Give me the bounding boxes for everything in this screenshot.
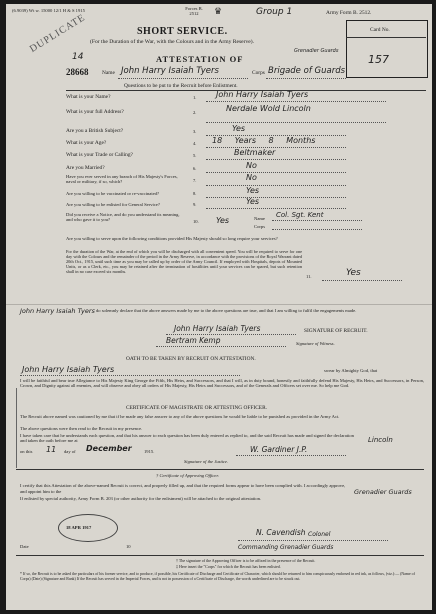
form-number: Forces B. 2512 (185, 6, 203, 16)
witness-signature-label: Signature of Witness. (296, 341, 335, 346)
regimental-number: 28668 (66, 67, 89, 77)
question-label: Have you ever served in any branch of His Majesty's Forces, naval or military, if so, which? (66, 174, 178, 185)
card-number: 157 (368, 53, 389, 66)
attestation-year: 1915. (144, 449, 155, 454)
answer-married: No (246, 161, 257, 170)
fold-line (6, 304, 432, 305)
certificate-understanding: I have taken care that he understands each question, and that his answer to each question has been duly entered as replied to, and the said Recruit has made and signed the declaration and taken the oath before me at (20, 433, 354, 444)
name-label: Name (102, 70, 115, 76)
question-number: 7. (193, 178, 197, 183)
question-label: What is your Name? (66, 94, 111, 100)
answer-name: John Harry Isaiah Tyers (216, 90, 309, 99)
date-value: 10 (126, 544, 131, 549)
crest-icon: ♛ (214, 6, 223, 16)
grenadier-note: Grenadier Guards (294, 48, 339, 54)
answer-age: 18 Years 8 Months (212, 136, 316, 145)
footnote-former-service: * If so, the Recruit is to be asked the particulars of his former service, and to produce, if possible, his Certificate of Discharge and Certificate of Character, which should be returned to him conspicuously endorsed in red ink, as follows, (viz.):— (Name of Corps) (Date) (Signature and Rank) If the Recruit has served in the Imperial Forces, and is not in possession of a Certificate of Discharge, the words underlined are to be struck out. (20, 572, 415, 581)
answer-vaccinated: Yes (246, 186, 260, 195)
day-of-label: day of (64, 449, 76, 454)
certificate-questions-read: The above questions were then read to the Recruit in my presence. (20, 426, 143, 431)
attestation-form (6, 4, 432, 610)
form-subtitle: (For the Duration of the War, with the Colours and in the Army Reserve). (90, 39, 255, 45)
question-number: 9. (193, 202, 197, 207)
question-number: 6. (193, 166, 197, 171)
approving-text: I certify that this Attestation of the above-named Recruit is correct, and properly filled up, and that the required forms appear to have been complied with. I accordingly approve, and appoint him to the (20, 483, 346, 494)
short-service-title: SHORT SERVICE. (137, 26, 228, 37)
answer-address: Nerdale Wold Lincoln (226, 104, 311, 113)
notice-name-value: Col. Sgt. Kent (276, 211, 324, 219)
recruit-signature-label: SIGNATURE OF RECRUIT. (304, 328, 368, 334)
approving-signature: N. Cavendish (256, 528, 306, 537)
reference-number: 14 (72, 52, 84, 62)
justice-signature-label: Signature of the Justice. (184, 459, 229, 464)
approving-rank: Colonel (308, 531, 331, 538)
question-number: 1. (193, 95, 197, 100)
certificate-caution: The Recruit above named was cautioned by me that if he made any false answer to any of the above questions he would be liable to be punished as provided in the Army Act. (20, 414, 340, 419)
questions-intro: Questions to be put to the Recruit before Enlistment. (124, 83, 238, 89)
service-conditions: For the duration of the War, at the end of which you will be discharged with all convenient speed. You will be required to serve for one day with the Colours and the remainder of the period in the Army Reserve, in accordance with the provisions of the Royal Warrant dated 20th Oct., 1915, until such time as you may be called up by order of the Army Council. If employed with Hospitals, depots of Mounted Units, or as a Clerk, etc., you may be retained after the termination of hostilities until your services can be spared, but such retention shall in no case exceed six months. (66, 249, 302, 275)
date-label: Date (20, 544, 29, 549)
question-label: Are you a British Subject? (66, 128, 124, 134)
approving-unit: Grenadier Guards (354, 488, 412, 496)
question-label: Are you willing to be vaccinated or re-vaccinated? (66, 191, 159, 196)
question-number: 10. (193, 219, 199, 224)
army-form-title: Army Form B. 2512. (326, 10, 372, 16)
attestation-heading: ATTESTATION OF (156, 54, 244, 64)
question-11-label: Are you willing to serve upon the following conditions provided His Majesty should so long require your services? (66, 236, 278, 241)
question-label: Are you willing to be enlisted for General Service? (66, 202, 160, 207)
question-number: 2. (193, 110, 197, 115)
justice-signature: W. Gardiner J.P. (250, 445, 308, 454)
approving-officer-label: Commanding Grenadier Guards (238, 544, 334, 551)
notice-corps-label: Corps (254, 224, 265, 229)
oath-name: John Harry Isaiah Tyers (22, 365, 115, 374)
answer-conditions: Yes (346, 268, 361, 278)
question-label: Are you Married? (66, 165, 105, 171)
answer-british: Yes (232, 124, 246, 133)
question-number: 3. (193, 129, 197, 134)
declaration-text: do solemnly declare that the above answers made by me to the above questions are true, and that I am willing to fulfil the engagements made. (96, 308, 357, 313)
footnote-signature: † The signature of the Approving Officer is to be affixed in the presence of the Recruit. (176, 558, 316, 563)
attestation-place: Lincoln (368, 436, 393, 444)
question-label: What is your Age? (66, 140, 107, 146)
oath-text-intro: swear by Almighty God, that (324, 368, 378, 373)
question-label: What is your Trade or Calling? (66, 152, 133, 158)
question-number: 8. (193, 191, 197, 196)
group-note: Group 1 (256, 7, 293, 17)
question-number: 11. (306, 274, 312, 279)
answer-trade: Beltmaker (234, 148, 276, 157)
certificate-title: CERTIFICATE OF MAGISTRATE OR ATTESTING OFFICER. (126, 405, 268, 411)
attestation-day: 11 (46, 445, 57, 454)
attestation-month: December (86, 444, 132, 453)
question-number: 5. (193, 153, 197, 158)
recruit-signature: John Harry Isaiah Tyers (174, 324, 261, 333)
witness-signature: Bertram Kemp (166, 336, 221, 345)
name-value: John Harry Isaiah Tyers (121, 66, 219, 76)
declaration-name: John Harry Isaiah Tyers (20, 307, 95, 315)
notice-name-label: Name (254, 216, 265, 221)
corps-label: Corps (252, 70, 265, 76)
oath-text: I will be faithful and bear true Allegiance to His Majesty King George the Fifth, His Heirs, and Successors, and that I will, as in duty bound, honestly and faithfully defend His Majesty, His Heirs, and Successors, in Person, Crown, and Dignity against all enemies, and will observe and obey all orders of His Majesty, His Heirs and Successors, and of the Generals and Officers set over me. So help me God. (20, 378, 424, 389)
question-label: Did you receive a Notice, and do you understand its meaning, and who gave it to you? (66, 212, 180, 223)
on-this-label: on this (20, 449, 33, 454)
card-label: Card No. (370, 27, 390, 33)
form-code: (6.9039) Wt w. 15000 12/1 H & S 1915 (12, 8, 85, 13)
question-number: 4. (193, 141, 197, 146)
footnote-corps: ‡ Here insert the "Corps" for which the Recruit has been enlisted. (176, 564, 281, 569)
approving-title: † Certificate of Approving Officer. (156, 473, 219, 478)
corps-value: Brigade of Guards (268, 66, 346, 76)
oath-title: OATH TO BE TAKEN BY RECRUIT ON ATTESTATION. (126, 356, 256, 362)
answer-notice: Yes (216, 216, 230, 225)
answer-served: No (246, 173, 257, 182)
special-authority-text: If enlisted by special authority, Army Form B. 203 (or other authority for the enlistment) will be attached to the original attestation. (20, 496, 262, 501)
question-label: What is your full Address? (66, 109, 124, 115)
date-stamp-text: 18 APR 1917 (66, 525, 92, 530)
duplicate-stamp: DUPLICATE (27, 12, 88, 55)
answer-general-service: Yes (246, 197, 260, 206)
